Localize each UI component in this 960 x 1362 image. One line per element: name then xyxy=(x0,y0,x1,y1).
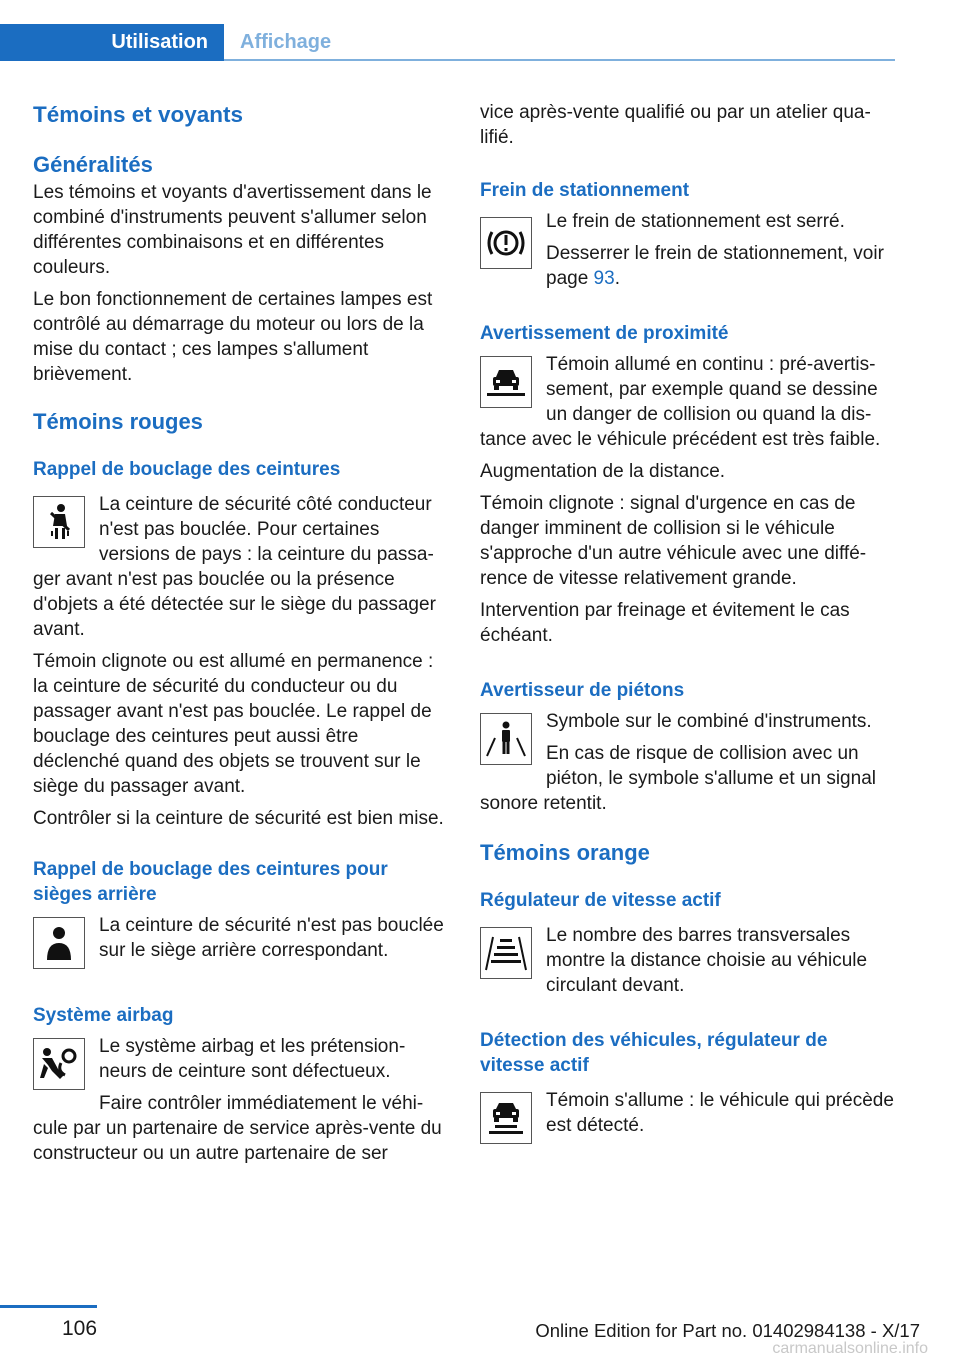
rear-seatbelt-heading: Rappel de bouclage des ceintures pour sièges arrière xyxy=(33,859,388,905)
seatbelt-paragraph-2: Témoin clignote ou est allumé en permanence : la ceinture de sécurité du conducteur ou du passager avant n'est pas bouclée. Le rappel de bouclage des ceintures peut aussi être déclenché quand des objets se trouvent sur le siège du passager avant. xyxy=(33,651,434,797)
vehicle-detection-paragraph-1: Témoin s'allume : le véhicule qui précède est détecté. xyxy=(546,1090,894,1136)
seatbelt-heading: Rappel de bouclage des ceintures xyxy=(33,459,341,480)
cruise-control-item xyxy=(480,923,894,998)
parking-brake-heading: Frein de stationnement xyxy=(480,180,690,201)
airbag-heading: Système airbag xyxy=(33,1005,174,1026)
airbag-paragraph-2: Faire contrôler immédiatement le véhicule par un partenaire de service après-vente du constructeur ou un autre partenaire de ser xyxy=(33,1093,442,1164)
seatbelt-icon xyxy=(33,496,85,548)
edition-text: Online Edition for Part no. 01402984138 - X/17 xyxy=(535,1320,920,1341)
airbag-item xyxy=(33,1034,445,1166)
seatbelt-paragraph-1: La ceinture de sécurité côté conducteur n'est pas bouclée. Pour certaines versions de pays : la ceinture du passager avant n'est pas bouclée ou la présence d'objets a été détectée sur le siège du passager avant. xyxy=(33,494,436,640)
cruise-control-paragraph-1: Le nombre des barres transversales montre la distance choisie au véhicule circulant devant. xyxy=(546,925,868,996)
seatbelt-paragraph-3: Contrôler si la ceinture de sécurité est bien mise. xyxy=(33,808,444,829)
left-column xyxy=(33,100,445,1166)
parking-brake-paragraph-1: Le frein de stationnement est serré. xyxy=(546,211,845,232)
tab-underline xyxy=(224,59,895,61)
airbag-icon xyxy=(33,1038,85,1090)
general-heading: Généralités xyxy=(33,152,153,177)
right-column xyxy=(480,100,894,1148)
watermark: carmanualsonline.info xyxy=(772,1340,928,1357)
tab-affichage[interactable]: Affichage xyxy=(240,31,332,53)
seatbelt-item xyxy=(33,492,445,642)
rear-seatbelt-paragraph-1: La ceinture de sécurité n'est pas bouclée sur le siège arrière correspondant. xyxy=(99,915,444,961)
page-number: 106 xyxy=(62,1317,98,1340)
proximity-heading: Avertissement de proximité xyxy=(480,323,729,344)
proximity-paragraph-4: Intervention par freinage et évitement le cas échéant. xyxy=(480,600,850,646)
footer-accent-line xyxy=(0,1305,97,1308)
proximity-item xyxy=(480,352,894,452)
proximity-paragraph-2: Augmentation de la distance. xyxy=(480,461,726,482)
header-tabs xyxy=(0,24,895,61)
proximity-paragraph-3: Témoin clignote : signal d'urgence en cas de danger imminent de collision si le véhicule s'approche d'un autre véhicule avec une différence de vitesse relativement grande. xyxy=(480,493,867,589)
cruise-control-heading: Régulateur de vitesse actif xyxy=(480,890,721,911)
rear-seatbelt-icon xyxy=(33,917,85,969)
proximity-warning-icon xyxy=(480,356,532,408)
general-paragraph-1: Les témoins et voyants d'avertissement dans le combiné d'instruments peuvent s'allumer selon différentes combinaisons et en différentes couleurs. xyxy=(33,182,432,278)
parking-brake-paragraph-2: Desserrer le frein de stationnement, voir page 93. xyxy=(546,243,884,289)
vehicle-detection-heading: Détection des véhicules, régulateur de vitesse actif xyxy=(480,1030,828,1076)
pedestrian-heading: Avertisseur de piétons xyxy=(480,680,685,701)
pedestrian-paragraph-2: En cas de risque de collision avec un piéton, le symbole s'allume et un signal sonore retentit. xyxy=(480,743,876,814)
rear-seatbelt-item xyxy=(33,913,445,973)
parking-brake-item xyxy=(480,209,894,291)
red-warnings-heading: Témoins rouges xyxy=(33,409,203,434)
pedestrian-warning-icon xyxy=(480,713,532,765)
tab-utilisation[interactable]: Utilisation xyxy=(0,24,224,61)
proximity-paragraph-1: Témoin allumé en continu : pré-avertissement, par exemple quand se dessine un danger de collision ou quand la distance avec le véhicule précédent est très faible. xyxy=(480,354,881,450)
airbag-paragraph-2-continued: vice après-vente qualifié ou par un atelier qualifié. xyxy=(480,102,871,148)
vehicle-detection-item xyxy=(480,1088,894,1148)
general-paragraph-2: Le bon fonctionnement de certaines lampes est contrôlé au démarrage du moteur ou lors de la mise du contact ; ces lampes s'allument brièvement. xyxy=(33,289,433,385)
orange-warnings-heading: Témoins orange xyxy=(480,840,650,865)
airbag-paragraph-1: Le système airbag et les prétensionneurs de ceinture sont défectueux. xyxy=(99,1036,406,1082)
vehicle-detection-icon xyxy=(480,1092,532,1144)
parking-brake-icon xyxy=(480,217,532,269)
pedestrian-item xyxy=(480,709,894,816)
page-title: Témoins et voyants xyxy=(33,102,244,127)
page-link-93[interactable]: 93 xyxy=(593,268,615,289)
cruise-control-icon xyxy=(480,927,532,979)
pedestrian-paragraph-1: Symbole sur le combiné d'instruments. xyxy=(546,711,872,732)
